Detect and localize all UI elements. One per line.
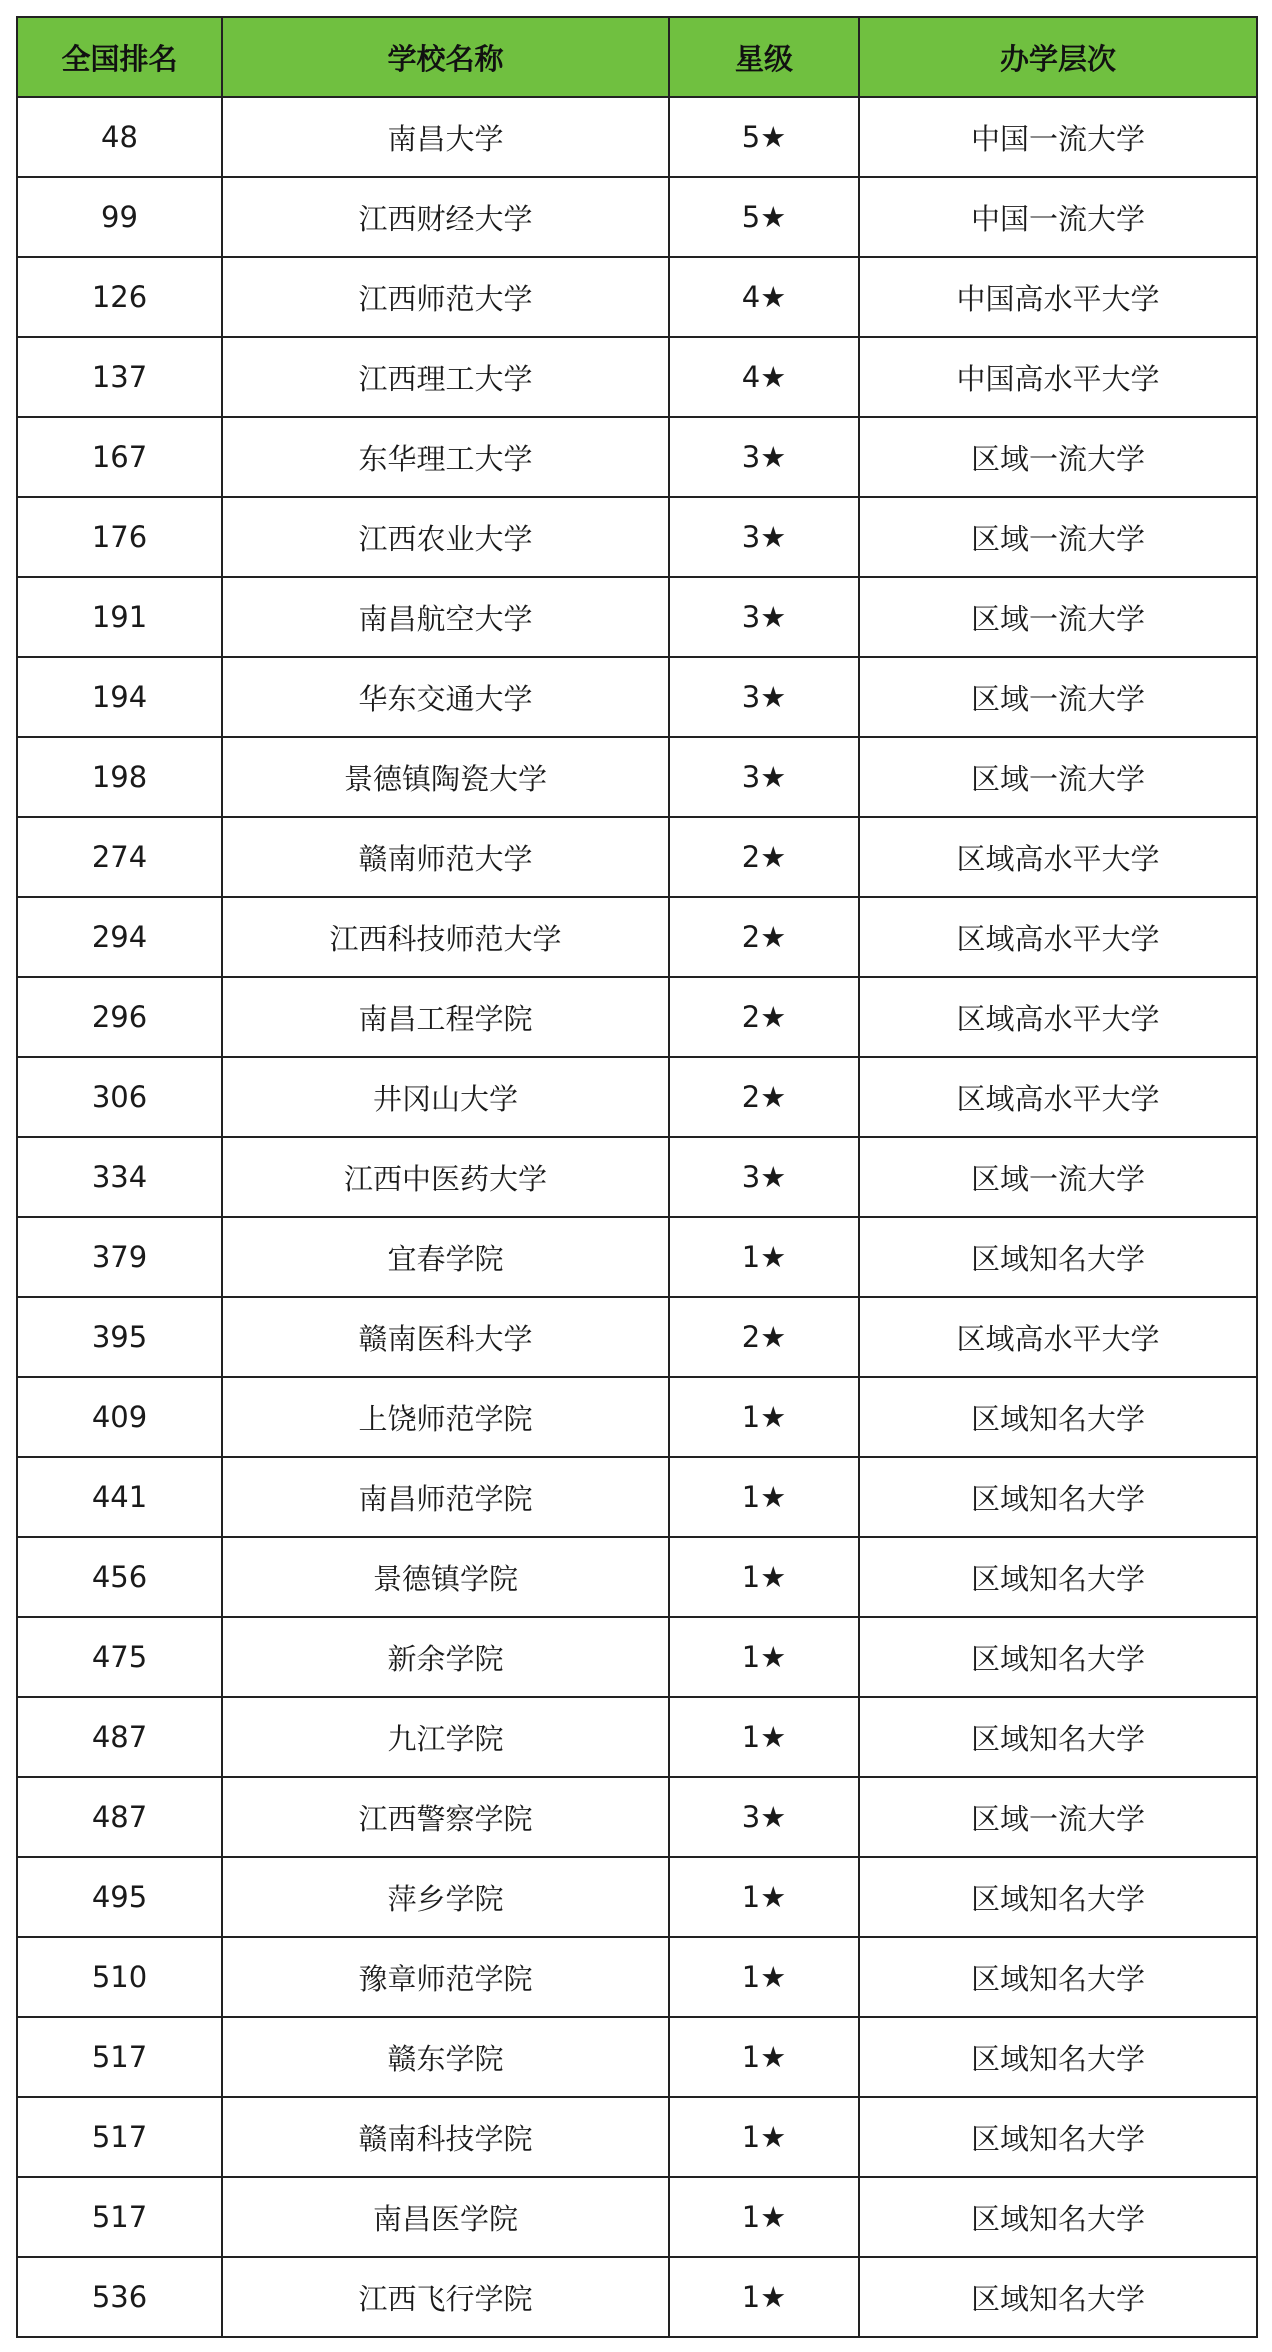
star-rating-cell: 1★ (669, 1377, 859, 1457)
level-cell: 中国一流大学 (859, 177, 1257, 257)
star-rating-cell: 3★ (669, 1137, 859, 1217)
level-cell: 区域一流大学 (859, 417, 1257, 497)
star-rating-cell: 4★ (669, 337, 859, 417)
rank-cell: 517 (17, 2017, 222, 2097)
school-name-cell: 江西中医药大学 (222, 1137, 669, 1217)
star-rating-cell: 1★ (669, 1217, 859, 1297)
table-row (17, 417, 1257, 497)
table-row (17, 817, 1257, 897)
school-name-cell: 南昌工程学院 (222, 977, 669, 1057)
rank-cell: 296 (17, 977, 222, 1057)
star-rating-cell: 1★ (669, 2097, 859, 2177)
school-name-cell: 萍乡学院 (222, 1857, 669, 1937)
school-name-cell: 赣南科技学院 (222, 2097, 669, 2177)
star-rating-cell: 2★ (669, 1057, 859, 1137)
level-cell: 区域高水平大学 (859, 1297, 1257, 1377)
school-name-cell: 上饶师范学院 (222, 1377, 669, 1457)
table-header (17, 17, 1257, 97)
school-name-cell: 景德镇陶瓷大学 (222, 737, 669, 817)
level-cell: 区域知名大学 (859, 1217, 1257, 1297)
level-cell: 区域一流大学 (859, 657, 1257, 737)
level-cell: 中国高水平大学 (859, 257, 1257, 337)
star-rating-cell: 3★ (669, 577, 859, 657)
table-row (17, 657, 1257, 737)
table-row (17, 177, 1257, 257)
rank-cell: 99 (17, 177, 222, 257)
table-row (17, 577, 1257, 657)
table-row (17, 257, 1257, 337)
star-rating-cell: 1★ (669, 2177, 859, 2257)
rank-cell: 137 (17, 337, 222, 417)
rank-cell: 306 (17, 1057, 222, 1137)
level-cell: 区域一流大学 (859, 497, 1257, 577)
level-cell: 区域高水平大学 (859, 897, 1257, 977)
school-name-cell: 江西飞行学院 (222, 2257, 669, 2337)
star-rating-cell: 1★ (669, 1457, 859, 1537)
rank-cell: 409 (17, 1377, 222, 1457)
school-name-cell: 江西警察学院 (222, 1777, 669, 1857)
school-name-cell: 江西理工大学 (222, 337, 669, 417)
school-name-cell: 江西财经大学 (222, 177, 669, 257)
star-rating-cell: 5★ (669, 177, 859, 257)
table-row (17, 1937, 1257, 2017)
rank-cell: 294 (17, 897, 222, 977)
rank-cell: 475 (17, 1617, 222, 1697)
rank-cell: 517 (17, 2097, 222, 2177)
star-rating-cell: 3★ (669, 417, 859, 497)
star-rating-cell: 2★ (669, 897, 859, 977)
level-cell: 区域知名大学 (859, 1457, 1257, 1537)
table-row (17, 1537, 1257, 1617)
level-cell: 区域一流大学 (859, 737, 1257, 817)
table-row (17, 1297, 1257, 1377)
table-row (17, 337, 1257, 417)
level-cell: 区域知名大学 (859, 2177, 1257, 2257)
rank-cell: 126 (17, 257, 222, 337)
table-row (17, 1617, 1257, 1697)
rank-cell: 167 (17, 417, 222, 497)
table-row (17, 2177, 1257, 2257)
school-name-cell: 新余学院 (222, 1617, 669, 1697)
school-name-cell: 华东交通大学 (222, 657, 669, 737)
table-row (17, 1217, 1257, 1297)
level-cell: 区域高水平大学 (859, 1057, 1257, 1137)
level-cell: 区域一流大学 (859, 1777, 1257, 1857)
table-row (17, 2257, 1257, 2337)
school-name-cell: 景德镇学院 (222, 1537, 669, 1617)
star-rating-cell: 1★ (669, 1617, 859, 1697)
level-cell: 区域知名大学 (859, 2257, 1257, 2337)
table-row (17, 897, 1257, 977)
level-cell: 区域知名大学 (859, 1937, 1257, 2017)
star-rating-cell: 2★ (669, 977, 859, 1057)
table-row (17, 977, 1257, 1057)
rank-cell: 510 (17, 1937, 222, 2017)
star-rating-cell: 1★ (669, 1937, 859, 2017)
rank-cell: 176 (17, 497, 222, 577)
table-body (17, 97, 1257, 2337)
school-name-cell: 南昌航空大学 (222, 577, 669, 657)
table-row (17, 497, 1257, 577)
rank-cell: 274 (17, 817, 222, 897)
table-row (17, 1777, 1257, 1857)
level-cell: 中国一流大学 (859, 97, 1257, 177)
star-rating-cell: 1★ (669, 2017, 859, 2097)
school-name-cell: 南昌师范学院 (222, 1457, 669, 1537)
rank-cell: 334 (17, 1137, 222, 1217)
school-name-cell: 宜春学院 (222, 1217, 669, 1297)
star-rating-cell: 2★ (669, 817, 859, 897)
star-rating-cell: 3★ (669, 1777, 859, 1857)
column-header-name: 学校名称 (222, 17, 669, 97)
level-cell: 区域知名大学 (859, 1617, 1257, 1697)
table-row (17, 1697, 1257, 1777)
school-name-cell: 赣东学院 (222, 2017, 669, 2097)
level-cell: 区域知名大学 (859, 1697, 1257, 1777)
school-name-cell: 江西师范大学 (222, 257, 669, 337)
level-cell: 区域知名大学 (859, 1377, 1257, 1457)
star-rating-cell: 1★ (669, 1537, 859, 1617)
table-row (17, 1457, 1257, 1537)
school-name-cell: 九江学院 (222, 1697, 669, 1777)
level-cell: 区域知名大学 (859, 1537, 1257, 1617)
school-name-cell: 赣南师范大学 (222, 817, 669, 897)
level-cell: 区域知名大学 (859, 2017, 1257, 2097)
level-cell: 区域高水平大学 (859, 817, 1257, 897)
school-name-cell: 赣南医科大学 (222, 1297, 669, 1377)
level-cell: 区域一流大学 (859, 577, 1257, 657)
rank-cell: 456 (17, 1537, 222, 1617)
rank-cell: 194 (17, 657, 222, 737)
school-name-cell: 江西科技师范大学 (222, 897, 669, 977)
table-row (17, 97, 1257, 177)
level-cell: 中国高水平大学 (859, 337, 1257, 417)
school-name-cell: 豫章师范学院 (222, 1937, 669, 2017)
rank-cell: 379 (17, 1217, 222, 1297)
school-name-cell: 南昌医学院 (222, 2177, 669, 2257)
rank-cell: 487 (17, 1697, 222, 1777)
rank-cell: 487 (17, 1777, 222, 1857)
level-cell: 区域一流大学 (859, 1137, 1257, 1217)
level-cell: 区域知名大学 (859, 1857, 1257, 1937)
table-row (17, 2017, 1257, 2097)
column-header-level: 办学层次 (859, 17, 1257, 97)
star-rating-cell: 5★ (669, 97, 859, 177)
rank-cell: 441 (17, 1457, 222, 1537)
star-rating-cell: 4★ (669, 257, 859, 337)
table-row (17, 737, 1257, 817)
school-name-cell: 南昌大学 (222, 97, 669, 177)
school-name-cell: 江西农业大学 (222, 497, 669, 577)
star-rating-cell: 3★ (669, 497, 859, 577)
star-rating-cell: 1★ (669, 2257, 859, 2337)
level-cell: 区域知名大学 (859, 2097, 1257, 2177)
table-row (17, 2097, 1257, 2177)
star-rating-cell: 3★ (669, 737, 859, 817)
rank-cell: 517 (17, 2177, 222, 2257)
header-row (17, 17, 1257, 97)
star-rating-cell: 1★ (669, 1857, 859, 1937)
table-row (17, 1137, 1257, 1217)
column-header-stars: 星级 (669, 17, 859, 97)
table-row (17, 1857, 1257, 1937)
ranking-sheet (16, 16, 1256, 2338)
rank-cell: 495 (17, 1857, 222, 1937)
rank-cell: 395 (17, 1297, 222, 1377)
star-rating-cell: 1★ (669, 1697, 859, 1777)
rank-cell: 48 (17, 97, 222, 177)
table-row (17, 1057, 1257, 1137)
rank-cell: 191 (17, 577, 222, 657)
school-name-cell: 东华理工大学 (222, 417, 669, 497)
university-ranking-table (16, 16, 1258, 2338)
column-header-rank: 全国排名 (17, 17, 222, 97)
school-name-cell: 井冈山大学 (222, 1057, 669, 1137)
star-rating-cell: 3★ (669, 657, 859, 737)
level-cell: 区域高水平大学 (859, 977, 1257, 1057)
table-row (17, 1377, 1257, 1457)
rank-cell: 198 (17, 737, 222, 817)
star-rating-cell: 2★ (669, 1297, 859, 1377)
rank-cell: 536 (17, 2257, 222, 2337)
